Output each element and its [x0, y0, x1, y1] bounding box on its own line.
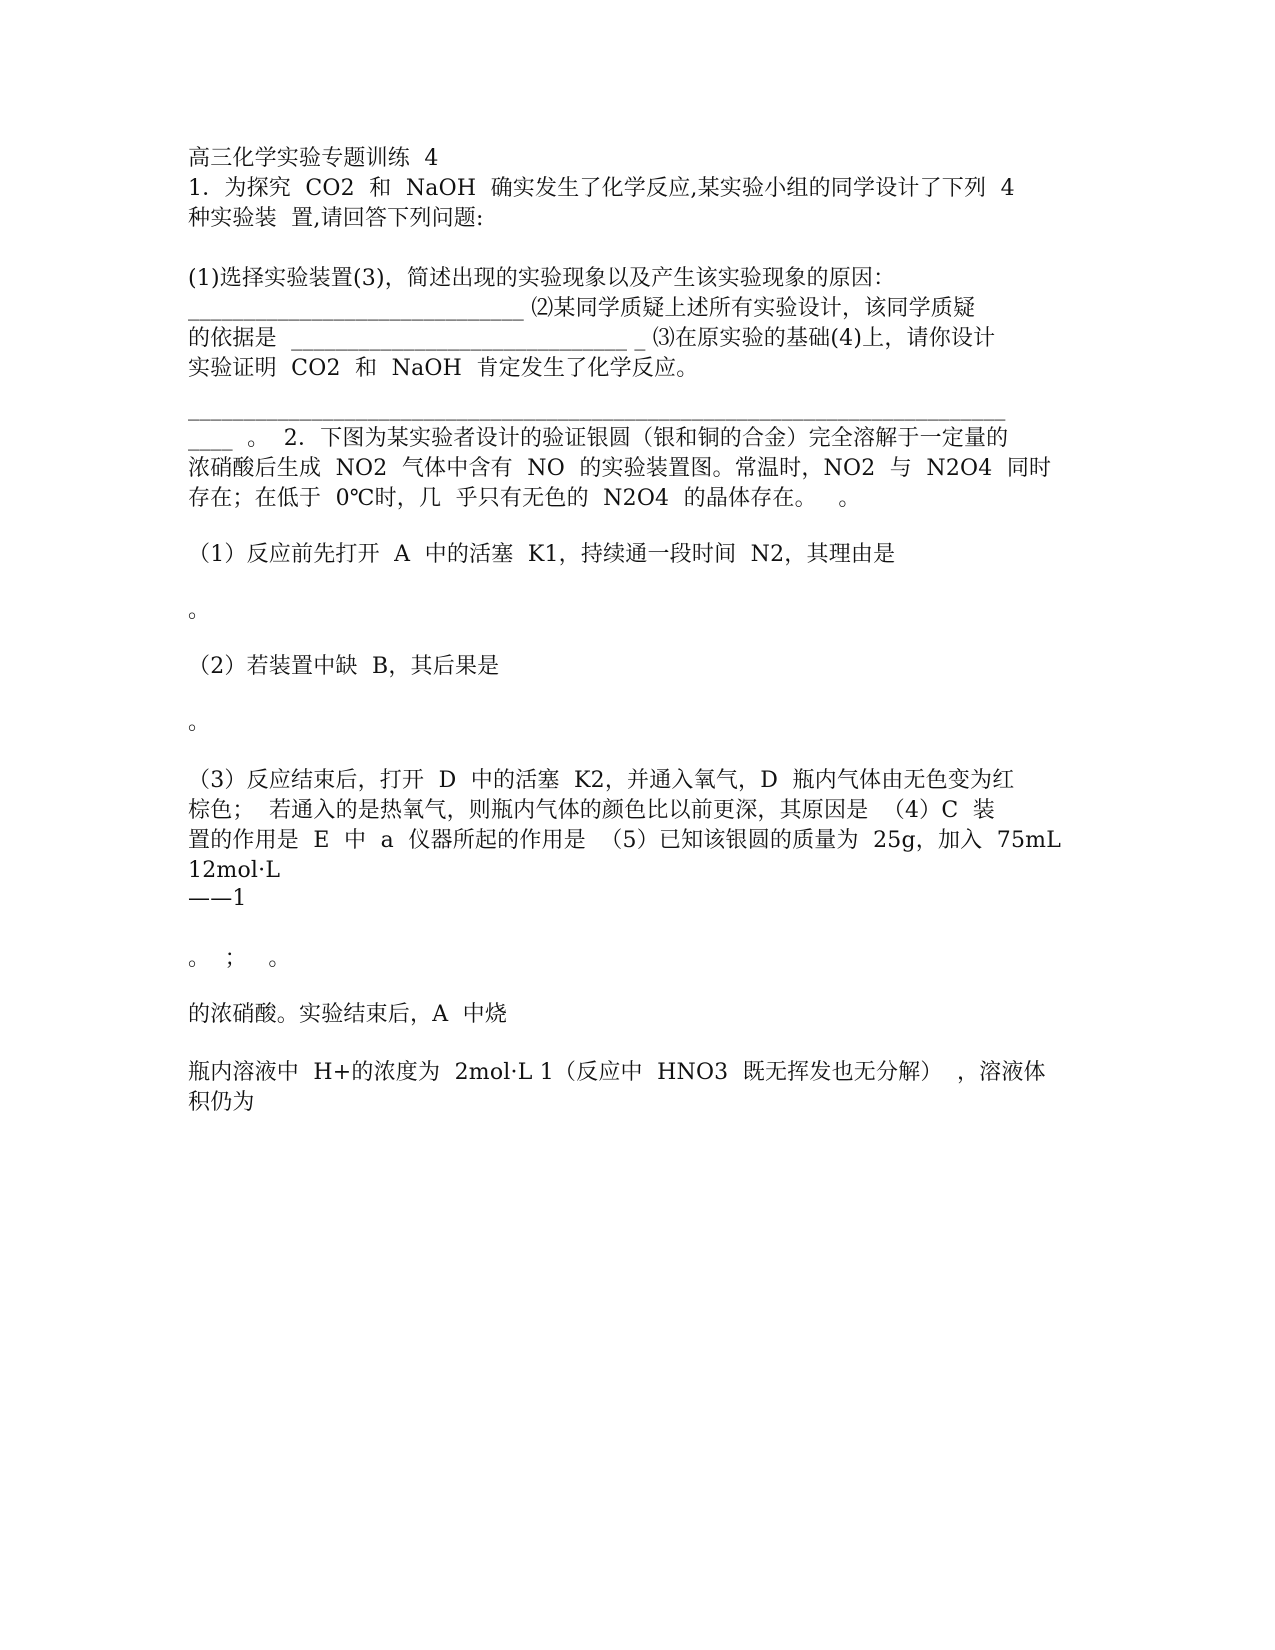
text-line: （3）反应结束后，打开 D 中的活塞 K2，并通入氧气，D 瓶内气体由无色变为红 [188, 768, 1015, 793]
text-line: 1．为探究 CO2 和 NaOH 确实发生了化学反应,某实验小组的同学设计了下列 4 [188, 176, 1015, 201]
text-line: 12mol·L [188, 858, 281, 883]
text-line: 存在；在低于 0℃时，几 乎只有无色的 N2O4 的晶体存在。 。 [188, 486, 861, 511]
text-line: 棕色； 若通入的是热氧气，则瓶内气体的颜色比以前更深，其原因是 （4）C 装 [188, 798, 995, 823]
text-line: 实验证明 CO2 和 NaOH 肯定发生了化学反应。 [188, 356, 699, 381]
text-line: _________________________________________________________________________ [188, 396, 1006, 421]
text-line: 瓶内溶液中 H+的浓度为 2mol·L 1（反应中 HNO3 既无挥发也无分解） ，溶液体 [188, 1060, 1046, 1085]
text-line: （1）反应前先打开 A 中的活塞 K1，持续通一段时间 N2，其理由是 [188, 542, 896, 567]
document-title: 高三化学实验专题训练 4 [188, 146, 439, 171]
text-line: 的浓硝酸。实验结束后，A 中烧 [188, 1002, 508, 1027]
text-line: 。 ； 。 [188, 946, 291, 971]
text-line: ——1 [188, 886, 247, 911]
text-line: (1)选择实验装置(3)，简述出现的实验现象以及产生该实验现象的原因： [188, 266, 896, 291]
text-line: 积仍为 [188, 1090, 255, 1115]
text-line: 。 [188, 598, 211, 623]
text-line: 的依据是 ______________________________ _ ⑶在原实验的基础(4)上，请你设计 [188, 326, 996, 351]
text-line: 置的作用是 E 中 a 仪器所起的作用是 （5）已知该银圆的质量为 25g，加入 75mL [188, 828, 1062, 853]
text-line: ____ 。 2．下图为某实验者设计的验证银圆（银和铜的合金）完全溶解于一定量的 [188, 426, 1009, 451]
text-line: （2）若装置中缺 B，其后果是 [188, 654, 500, 679]
text-line: 。 [188, 710, 211, 735]
text-line: 种实验装 置,请回答下列问题: [188, 206, 484, 231]
text-line: 浓硝酸后生成 NO2 气体中含有 NO 的实验装置图。常温时，NO2 与 N2O4 同时 [188, 456, 1052, 481]
text-line: ______________________________ ⑵某同学质疑上述所有实验设计，该同学质疑 [188, 296, 976, 321]
